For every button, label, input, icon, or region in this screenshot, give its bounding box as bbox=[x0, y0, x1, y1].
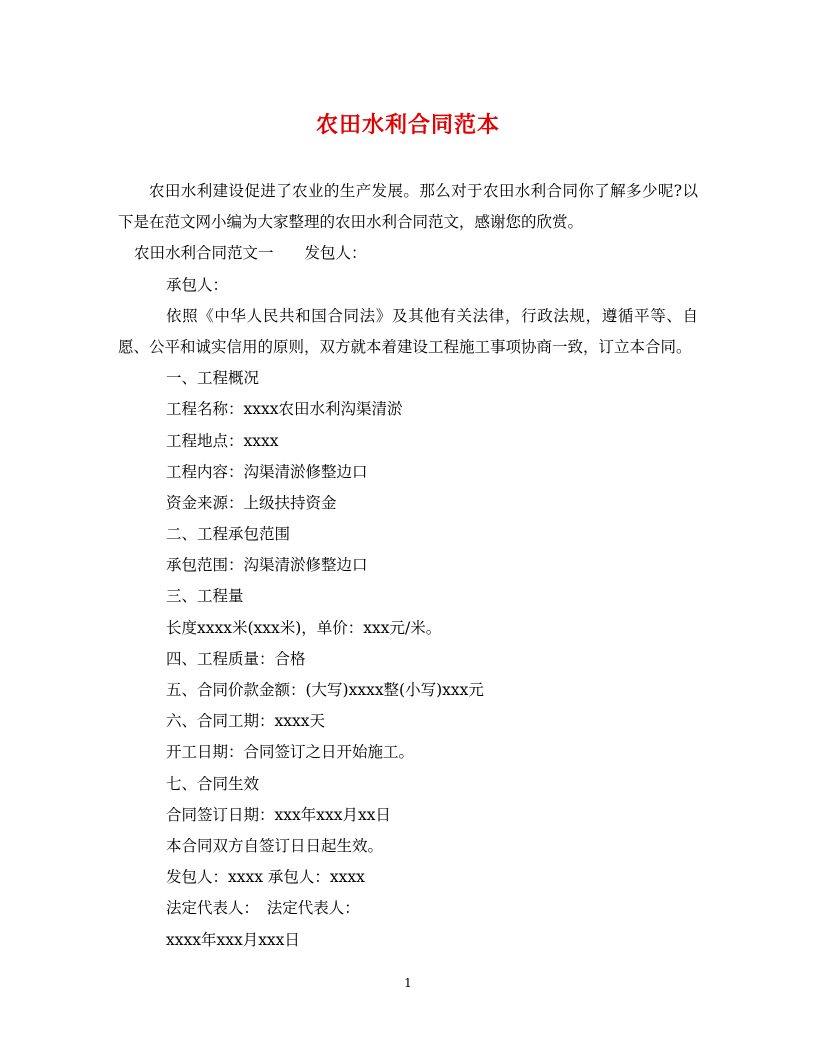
paragraph-line: 下是在范文网小编为大家整理的农田水利合同范文，感谢您的欣赏。 bbox=[118, 213, 584, 232]
section-heading: 七、合同生效 bbox=[166, 774, 260, 793]
paragraph-line: 承包范围：沟渠清淤修整边口 bbox=[166, 556, 368, 575]
paragraph-line: 依照《中华人民共和国合同法》及其他有关法律，行政法规，遵循平等、自 bbox=[166, 306, 698, 325]
document-body bbox=[118, 176, 698, 956]
paragraph-line: 工程地点：xxxx bbox=[166, 431, 279, 450]
paragraph-line: 长度xxxx米(xxx米)，单价：xxx元/米。 bbox=[166, 618, 442, 637]
paragraph-line: 开工日期：合同签订之日开始施工。 bbox=[166, 743, 415, 762]
paragraph-line: 农田水利建设促进了农业的生产发展。那么对于农田水利合同你了解多少呢?以 bbox=[149, 182, 698, 200]
paragraph-line: 资金来源：上级扶持资金 bbox=[166, 493, 337, 512]
paragraph-line: 工程内容：沟渠清淤修整边口 bbox=[166, 462, 368, 481]
paragraph-line: 本合同双方自签订日日起生效。 bbox=[166, 836, 384, 855]
paragraph-line: 农田水利合同范文一 发包人： bbox=[134, 244, 367, 263]
paragraph-line: 工程名称：xxxx农田水利沟渠清淤 bbox=[166, 400, 403, 419]
section-heading: 五、合同价款金额：(大写)xxxx整(小写)xxx元 bbox=[166, 681, 484, 699]
section-heading: 一、工程概况 bbox=[166, 369, 260, 388]
paragraph-line: 发包人：xxxx 承包人：xxxx bbox=[166, 868, 365, 887]
paragraph-line: 法定代表人： 法定代表人： bbox=[166, 899, 360, 918]
paragraph-line: 合同签订日期：xxx年xxx月xx日 bbox=[166, 805, 391, 824]
paragraph-line: 愿、公平和诚实信用的原则，双方就本着建设工程施工事项协商一致，订立本合同。 bbox=[118, 337, 692, 356]
section-heading: 三、工程量 bbox=[166, 587, 244, 606]
section-heading: 六、合同工期：xxxx天 bbox=[166, 712, 325, 731]
paragraph-line: 承包人： bbox=[166, 275, 229, 294]
document-title: 农田水利合同范本 bbox=[315, 112, 500, 138]
section-heading: 二、工程承包范围 bbox=[166, 525, 291, 544]
section-heading: 四、工程质量：合格 bbox=[166, 649, 306, 668]
paragraph-line: xxxx年xxx月xxx日 bbox=[166, 930, 300, 949]
page-number: 1 bbox=[404, 976, 412, 990]
